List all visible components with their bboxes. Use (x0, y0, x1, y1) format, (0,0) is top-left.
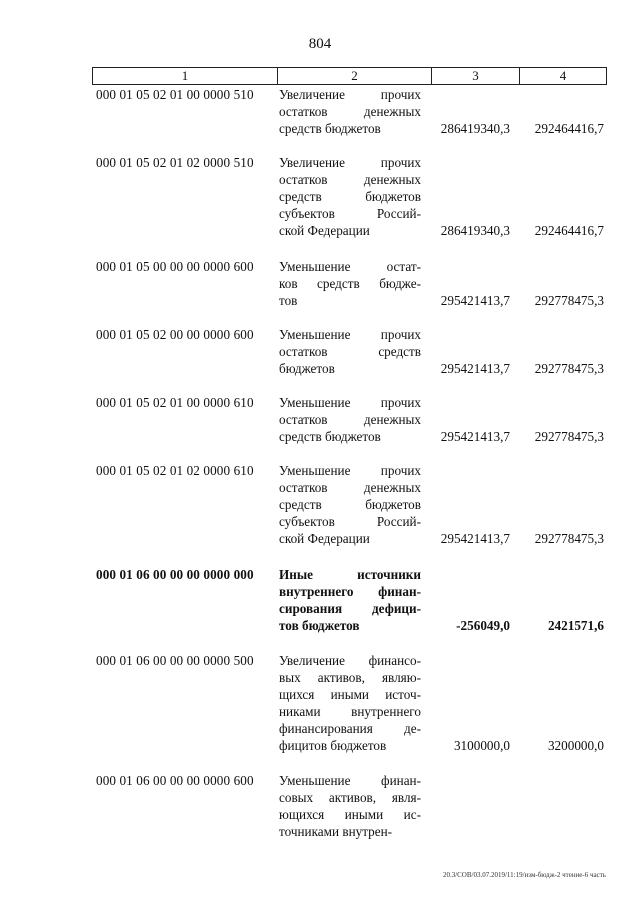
row-name-line: бюджетов (279, 361, 335, 376)
row-value-col3: 3100000,0 (453, 738, 510, 753)
row-name-line: ющихся иными ис- (279, 807, 421, 822)
row-name (279, 326, 421, 377)
row-name-line: субъектов Россий- (279, 206, 421, 221)
row-name (279, 772, 421, 840)
row-name-line: фицитов бюджетов (279, 738, 387, 753)
row-value-col3: 286419340,3 (440, 223, 510, 238)
row-code: 000 01 05 02 00 00 0000 600 (96, 327, 254, 342)
row-name (279, 652, 421, 754)
row-name (279, 462, 421, 547)
row-value-col4: 2421571,6 (547, 618, 604, 633)
table-header (92, 67, 607, 85)
row-name-line: вых активов, являю- (279, 670, 421, 685)
row-name-line: Увеличение финансо- (279, 653, 421, 668)
row-name-line: тов бюджетов (279, 618, 360, 633)
row-name-line: сирования дефици- (279, 601, 421, 616)
row-name (279, 154, 421, 239)
row-value-col4: 292464416,7 (534, 223, 604, 238)
row-name-line: средств бюджетов (279, 121, 381, 136)
row-value-col3: 295421413,7 (440, 361, 510, 376)
page-number: 804 (308, 36, 332, 52)
footer-note: 20.3/СОВ/03.07.2019/11:19/изм-бюдж-2 чтение-6 часть (442, 871, 606, 879)
header-col-1: 1 (181, 68, 189, 83)
header-col-2: 2 (277, 68, 431, 84)
row-name-line: Уменьшение финан- (279, 773, 421, 788)
row-name-line: ской Федерации (279, 223, 370, 238)
row-value-col3: 295421413,7 (440, 293, 510, 308)
row-value-col4: 292778475,3 (534, 429, 604, 444)
row-value-col4: 292464416,7 (534, 121, 604, 136)
row-value-col4: 292778475,3 (534, 361, 604, 376)
row-name-line: Уменьшение прочих (279, 463, 421, 478)
row-name-line: остатков средств (279, 344, 421, 359)
row-code: 000 01 05 00 00 00 0000 600 (96, 259, 254, 274)
row-name (279, 566, 421, 634)
row-name-line: щихся иными источ- (279, 687, 421, 702)
row-name-line: Иные источники (279, 567, 421, 582)
row-code: 000 01 05 02 01 02 0000 610 (96, 463, 254, 478)
row-name-line: остатков денежных (279, 412, 421, 427)
row-code: 000 01 05 02 01 02 0000 510 (96, 155, 254, 170)
row-value-col4: 3200000,0 (547, 738, 604, 753)
row-name-line: внутреннего финан- (279, 584, 421, 599)
header-col-3: 3 (431, 68, 519, 84)
row-code: 000 01 05 02 01 00 0000 610 (96, 395, 254, 410)
row-name-line: остатков денежных (279, 172, 421, 187)
row-value-col4: 292778475,3 (534, 293, 604, 308)
row-name-line: тов (279, 293, 298, 308)
row-name-line: Уменьшение прочих (279, 395, 421, 410)
row-name-line: Уменьшение остат- (279, 259, 421, 274)
row-name (279, 394, 421, 445)
row-value-col4: 292778475,3 (534, 531, 604, 546)
row-value-col3: -256049,0 (456, 618, 510, 633)
row-name-line: Уменьшение прочих (279, 327, 421, 342)
row-name-line: средств бюджетов (279, 497, 421, 512)
header-col-4: 4 (519, 68, 606, 84)
row-name (279, 258, 421, 309)
row-code: 000 01 05 02 01 00 0000 510 (96, 87, 254, 102)
row-name-line: точниками внутрен- (279, 824, 393, 839)
row-name-line: средств бюджетов (279, 429, 381, 444)
row-code: 000 01 06 00 00 00 0000 000 (96, 567, 254, 582)
row-name-line: Увеличение прочих (279, 155, 421, 170)
row-name (279, 86, 421, 137)
row-value-col3: 286419340,3 (440, 121, 510, 136)
row-name-line: остатков денежных (279, 104, 421, 119)
row-name-line: ской Федерации (279, 531, 370, 546)
row-name-line: субъектов Россий- (279, 514, 421, 529)
row-name-line: средств бюджетов (279, 189, 421, 204)
row-name-line: Увеличение прочих (279, 87, 421, 102)
row-name-line: никами внутреннего (279, 704, 421, 719)
row-value-col3: 295421413,7 (440, 531, 510, 546)
row-code: 000 01 06 00 00 00 0000 600 (96, 773, 254, 788)
row-name-line: совых активов, явля- (279, 790, 421, 805)
row-name-line: ков средств бюдже- (279, 276, 421, 291)
row-name-line: остатков денежных (279, 480, 421, 495)
row-code: 000 01 06 00 00 00 0000 500 (96, 653, 254, 668)
row-name-line: финансирования де- (279, 721, 421, 736)
row-value-col3: 295421413,7 (440, 429, 510, 444)
